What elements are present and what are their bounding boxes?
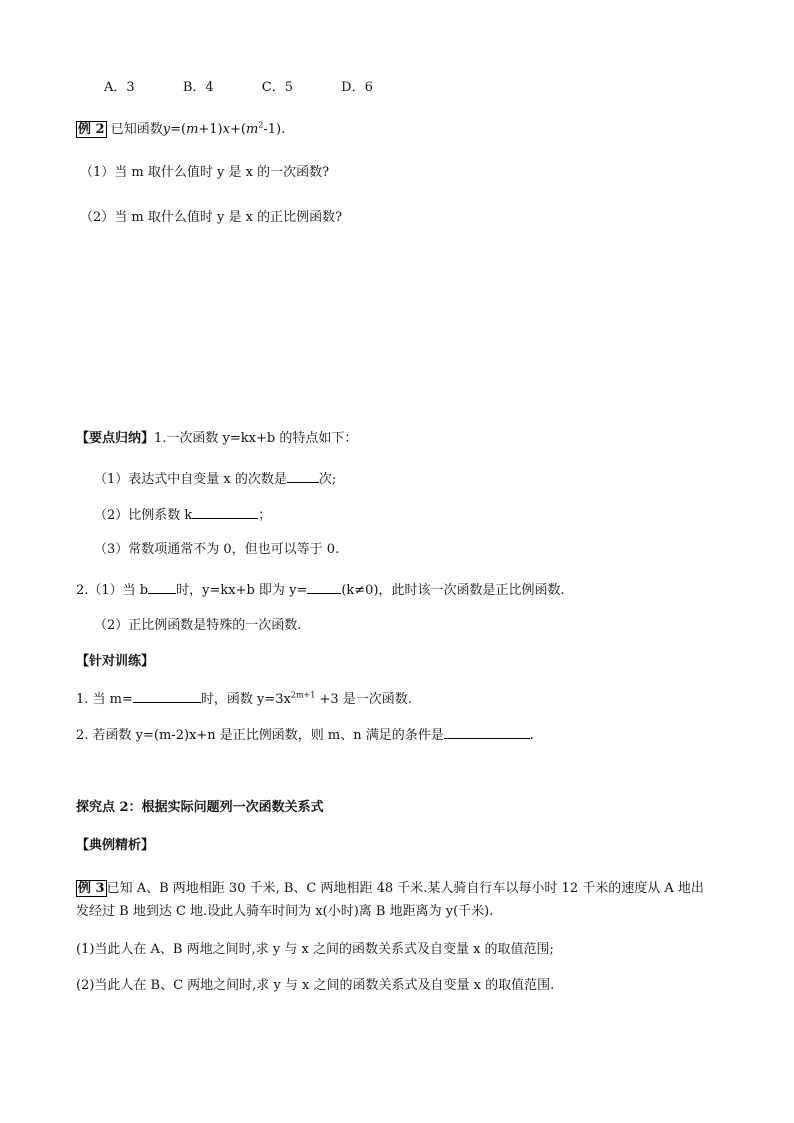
example-3-line-1 [76, 880, 704, 898]
fill-blank[interactable] [307, 580, 341, 594]
formula-var: m [186, 122, 199, 137]
section-2-subtitle: 【典例精析】 [76, 838, 155, 853]
summary-point-1-text: （1）表达式中自变量 x 的次数是 [94, 472, 287, 487]
option-d: D．6 [341, 80, 373, 95]
summary-point-2-text: （2）比例系数 k [94, 508, 193, 523]
example-2-question-1: （1）当 m 取什么值时 y 是 x 的一次函数? [80, 165, 330, 180]
summary-point-4-text-3: (k≠0)，此时该一次函数是正比例函数. [341, 583, 565, 598]
option-c: C．5 [261, 80, 293, 95]
summary-point-4-text-2: 时，y=kx+b 即为 y= [176, 583, 308, 598]
fill-blank[interactable] [133, 689, 201, 703]
summary-intro: 1.一次函数 y=kx+b 的特点如下： [154, 431, 358, 446]
section-2-title: 探究点 2：根据实际问题列一次函数关系式 [76, 800, 324, 815]
summary-point-4-text: 2.（1）当 b [76, 583, 149, 598]
training-item-2-text: 2. 若函数 y=(m-2)x+n 是正比例函数，则 m、n 满足的条件是 [76, 728, 444, 743]
summary-point-4 [76, 580, 565, 600]
summary-heading [76, 430, 357, 448]
example-3-text: 已知 A、B 两地相距 30 千米, B、C 两地相距 48 千米.某人骑自行车以每小时 12 千米的速度从 A 地出 [106, 881, 704, 896]
formula-part: =( [170, 122, 187, 137]
option-b: B．4 [182, 80, 214, 95]
training-exponent: 2m+1 [290, 690, 316, 700]
training-item-2-suffix: . [529, 728, 534, 743]
option-a: A．3 [104, 80, 135, 95]
training-title: 【针对训练】 [76, 654, 155, 669]
fill-blank[interactable] [287, 469, 319, 483]
training-item-1 [76, 689, 412, 709]
example-2-question-2: （2）当 m 取什么值时 y 是 x 的正比例函数? [80, 210, 343, 225]
summary-point-3: （3）常数项通常不为 0，但也可以等于 0. [94, 542, 340, 557]
answer-options [104, 79, 417, 97]
formula-exponent: 2 [258, 120, 264, 130]
training-item-1-text-2: 时，函数 y=3x [200, 692, 291, 707]
training-item-2 [76, 725, 534, 745]
formula-part: +( [229, 122, 246, 137]
summary-title: 【要点归纳】 [76, 431, 155, 446]
example-3-label: 例 3 [78, 881, 105, 896]
summary-point-1-suffix: 次; [318, 472, 337, 487]
summary-point-5: （2）正比例函数是特殊的一次函数. [94, 618, 302, 633]
training-item-1-text-3: +3 是一次函数. [315, 692, 412, 707]
summary-point-2-suffix: ； [258, 508, 272, 523]
summary-point-2 [94, 505, 271, 525]
summary-point-1 [94, 469, 336, 489]
fill-blank[interactable] [192, 505, 258, 519]
formula-var: m [245, 122, 259, 137]
example-3-question-2: (2)当此人在 B、C 两地之间时,求 y 与 x 之间的函数关系式及自变量 x 的取值范围. [76, 978, 555, 993]
example-2-statement [76, 121, 285, 139]
example-2-text: 已知函数 [110, 122, 163, 137]
example-2-label: 例 2 [78, 122, 105, 137]
fill-blank[interactable] [148, 580, 176, 594]
example-3-question-1: (1)当此人在 A、B 两地之间时,求 y 与 x 之间的函数关系式及自变量 x 的取值范围; [76, 942, 554, 957]
formula-var: x [222, 122, 230, 137]
example-3-line-2: 发经过 B 地到达 C 地.设此人骑车时间为 x(小时)离 B 地距离为 y(千米). [76, 904, 494, 919]
formula-part: -1). [263, 122, 286, 137]
fill-blank[interactable] [444, 725, 530, 739]
formula-var: y [162, 122, 171, 137]
formula-part: +1) [198, 122, 223, 137]
training-item-1-text: 1. 当 m= [76, 692, 133, 707]
